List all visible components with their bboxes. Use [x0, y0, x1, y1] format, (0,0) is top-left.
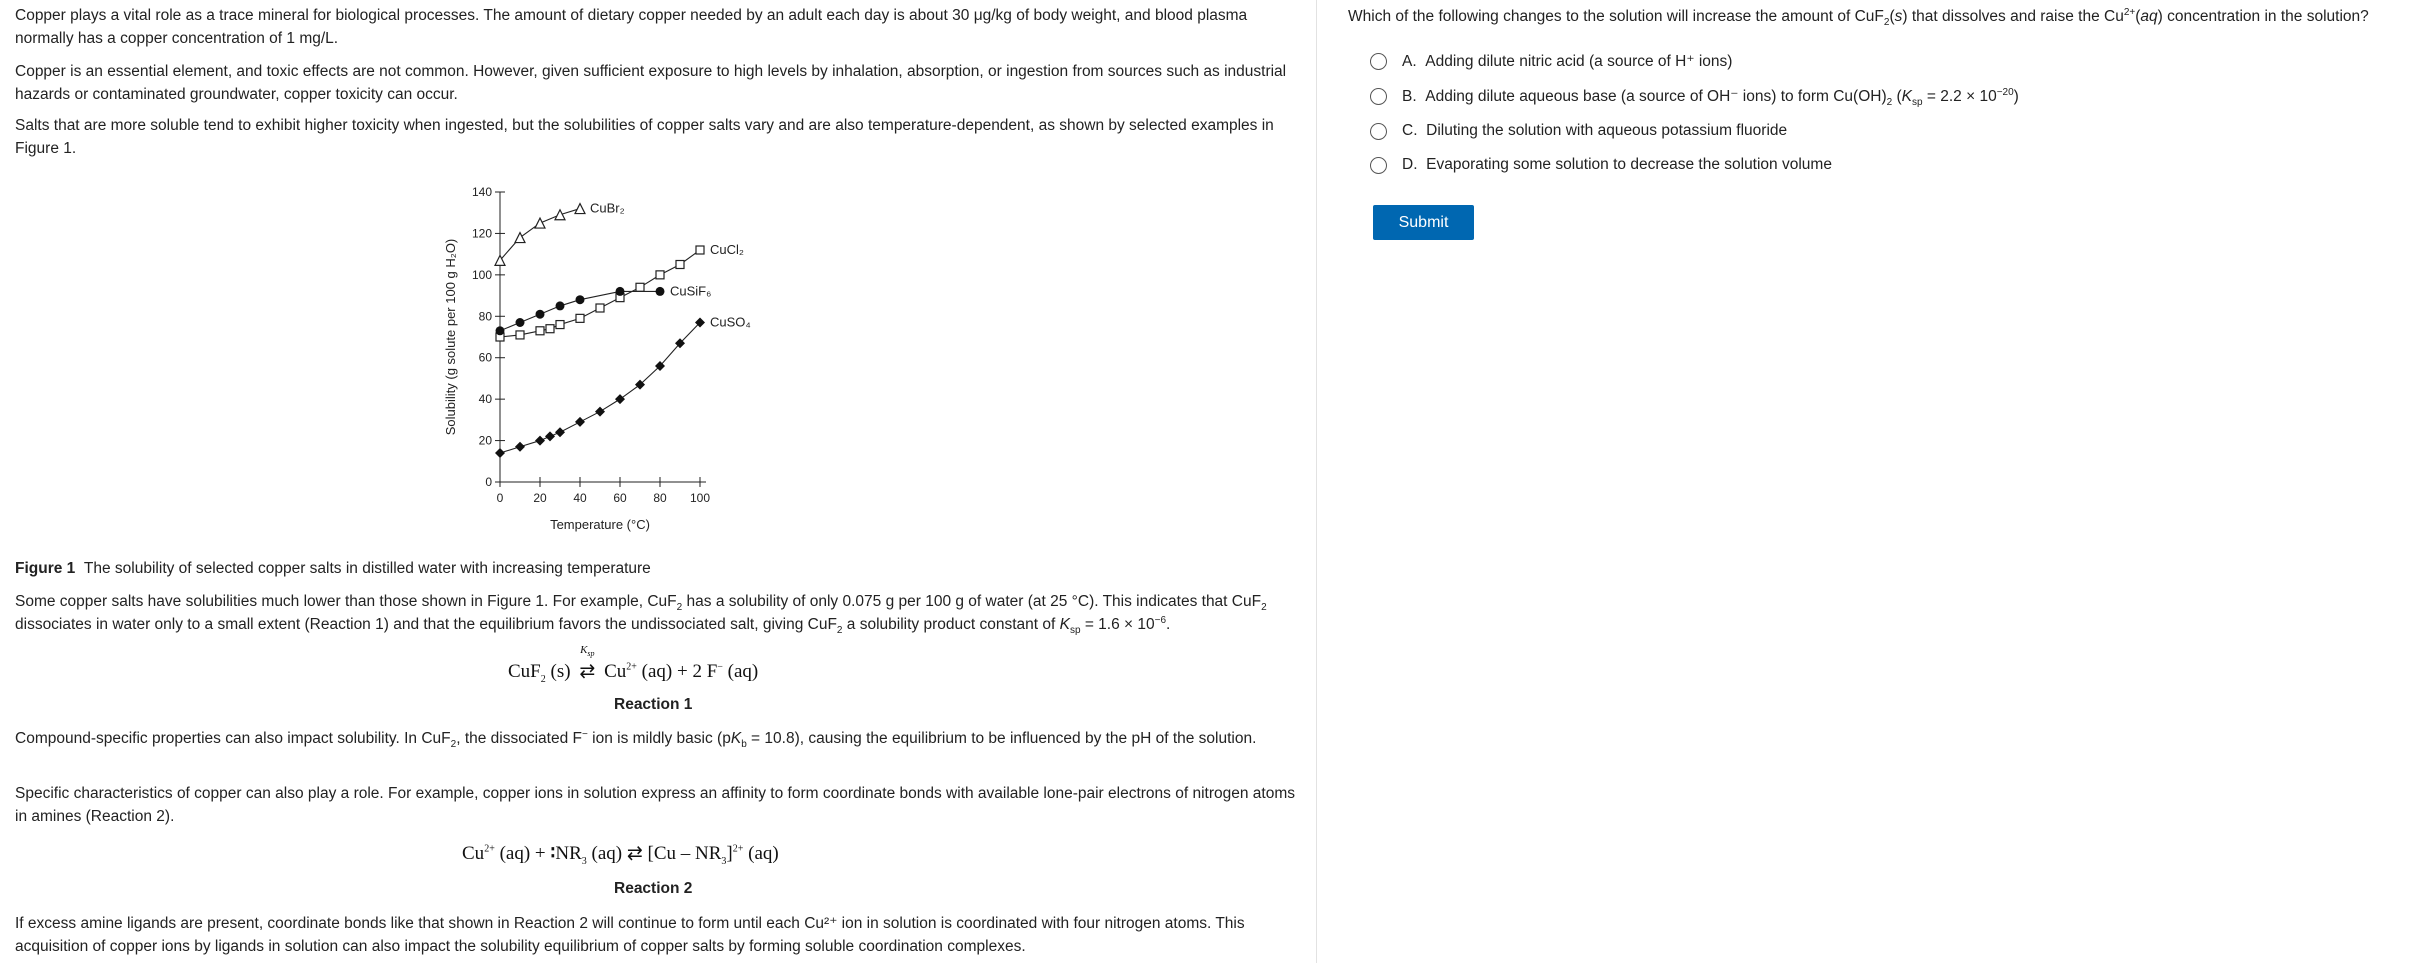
figure-caption	[15, 557, 651, 580]
series-line	[500, 323, 700, 454]
y-tick-label: 100	[471, 267, 492, 282]
data-point-circle	[496, 326, 505, 335]
question-stem: Which of the following changes to the solution will increase the amount of CuF$_2$(s) that dissolves and raise the $Cu^{2+}(aq)$ concentration in the solution?	[1348, 6, 2369, 29]
data-point-square	[516, 331, 524, 339]
x-tick-label: 100	[689, 491, 711, 505]
radio-button-d[interactable]	[1370, 157, 1387, 174]
data-point-diamond	[515, 442, 525, 452]
data-point-circle	[556, 301, 565, 310]
figure-caption-text: The solubility of selected copper salts in distilled water with increasing temperature	[83, 560, 651, 577]
data-point-diamond	[575, 417, 585, 427]
data-point-square	[696, 246, 704, 254]
series-label: CuBr₂	[590, 200, 625, 216]
data-point-diamond	[615, 394, 625, 404]
y-tick-label: 120	[471, 226, 492, 241]
x-tick-label: 0	[496, 491, 504, 505]
data-point-circle	[656, 287, 665, 296]
passage-paragraph-7: If excess amine ligands are present, coordinate bonds like that shown in Reaction 2 will continue to form until each Cu²⁺ ion in solution is coordinated with four nitrogen atoms. This acquisition of copper ions by ligands in solution can also impact the solubility equilibrium of copper salts by forming soluble coordination complexes.	[15, 915, 1245, 955]
equilibrium-arrow-icon: $K_{sp}$ ⇄	[579, 644, 596, 682]
y-tick-label: 60	[478, 350, 492, 365]
series-label: CuSO₄	[710, 314, 751, 330]
data-point-diamond	[555, 427, 565, 437]
data-point-square	[596, 304, 604, 312]
data-point-diamond	[535, 436, 545, 446]
figure-1-chart	[420, 180, 900, 550]
series-label: CuSiF₆	[670, 283, 712, 299]
y-axis-label: Solubility (g solute per 100 g H₂O)	[443, 238, 458, 436]
data-point-square	[556, 321, 564, 329]
passage-paragraph-4: Some copper salts have solubilities much lower than those shown in Figure 1. For example, CuF$_2$ has a solubility of only 0.075 g per 100 g of water (at 25 °C). This indicates that CuF$_2$ dissociates in water only to a small extent (Reaction 1) and that the equilibrium favors the undissociated salt, giving CuF$_2$ a solubility product constant of $K_{sp} = 1.6 \times 10^{-6}$.	[15, 593, 1267, 637]
reaction-1-label: Reaction 1	[614, 696, 693, 713]
data-point-diamond	[495, 448, 505, 458]
radio-button-b[interactable]	[1370, 88, 1387, 105]
data-point-circle	[516, 318, 525, 327]
passage-paragraph-1: Copper plays a vital role as a trace mineral for biological processes. The amount of dietary copper needed by an adult each day is about 30 μg/kg of body weight, and blood plasma normally has a copper concentration of 1 mg/L.	[15, 7, 1248, 47]
data-point-triangle	[535, 218, 545, 228]
x-tick-label: 60	[613, 491, 627, 505]
data-point-diamond	[595, 407, 605, 417]
passage-paragraph-6: Specific characteristics of copper can also play a role. For example, copper ions in solution express an affinity to form coordinate bonds with available lone-pair electrons of nitrogen atoms in amines (Reaction 2).	[15, 785, 1295, 825]
radio-button-c[interactable]	[1370, 123, 1387, 140]
reaction-2-label: Reaction 2	[614, 880, 693, 897]
y-tick-label: 40	[478, 392, 492, 407]
x-tick-label: 40	[573, 491, 587, 505]
passage-paragraph-2: Copper is an essential element, and toxic effects are not common. However, given sufficient exposure to high levels by inhalation, absorption, or ingestion from sources such as industrial hazards or contaminated groundwater, copper toxicity can occur.	[15, 63, 1287, 103]
x-axis-label: Temperature (°C)	[550, 517, 650, 532]
passage-paragraph-5: Compound-specific properties can also impact solubility. In CuF$_2$, the dissociated F− ion is mildly basic $(pK_b = 10.8)$, causing the equilibrium to be influenced by the pH of the solution.	[15, 728, 1257, 751]
data-point-circle	[536, 310, 545, 319]
choice-c[interactable]: C. Diluting the solution with aqueous potassium fluoride	[1370, 122, 1787, 140]
choice-b-text: Adding dilute aqueous base (a source of OH⁻ ions) to form $Cu(OH)_2$ $(K_{sp} = 2.2 \times 10^{-20})$	[1425, 86, 2019, 109]
data-point-circle	[616, 287, 625, 296]
data-point-square	[536, 327, 544, 335]
data-point-triangle	[515, 233, 525, 243]
choice-a-text: Adding dilute nitric acid (a source of H⁺ ions)	[1425, 53, 1733, 70]
choice-c-text: Diluting the solution with aqueous potassium fluoride	[1426, 122, 1788, 139]
data-point-square	[676, 261, 684, 269]
y-tick-label: 0	[485, 475, 492, 489]
y-tick-label: 140	[471, 185, 492, 199]
submit-button[interactable]: Submit	[1373, 205, 1474, 240]
question-panel	[1348, 5, 2418, 231]
solubility-chart-svg	[420, 180, 900, 550]
y-tick-label: 80	[478, 309, 492, 324]
passage-paragraph-3: Salts that are more soluble tend to exhibit higher toxicity when ingested, but the solubilities of copper salts vary and are also temperature-dependent, as shown by selected examples in Figure 1.	[15, 117, 1274, 157]
reaction-1-equation: CuF$_2$ (s) $K_{sp}$ ⇄ $Cu^{2+}$ (aq) + 2 F− (aq)	[508, 644, 759, 685]
y-tick-label: 20	[478, 433, 492, 448]
choice-b[interactable]: B. Adding dilute aqueous base (a source of OH⁻ ions) to form $Cu(OH)_2$ $(K_{sp} = 2.2 \times 10^{-20})$	[1370, 87, 2019, 106]
choice-a[interactable]: A. Adding dilute nitric acid (a source of H⁺ ions)	[1370, 52, 1732, 71]
data-point-circle	[576, 295, 585, 304]
data-point-square	[546, 325, 554, 333]
data-point-triangle	[555, 210, 565, 220]
data-point-square	[636, 283, 644, 291]
choice-d-text: Evaporating some solution to decrease the solution volume	[1426, 156, 1832, 173]
series-line	[500, 209, 580, 261]
series-label: CuCl₂	[710, 242, 744, 257]
figure-caption-label: Figure 1	[15, 560, 76, 577]
x-tick-label: 80	[653, 491, 667, 505]
data-point-square	[656, 271, 664, 279]
data-point-diamond	[545, 431, 555, 441]
data-point-square	[576, 314, 584, 322]
data-point-triangle	[575, 204, 585, 214]
radio-button-a[interactable]	[1370, 53, 1387, 70]
choice-d[interactable]: D. Evaporating some solution to decrease the solution volume	[1370, 156, 1832, 174]
reaction-2-equation: $Cu^{2+}$ $(aq) + ∶NR_3$ (aq) ⇄ $[Cu - NR_3]^{2+}$ (aq)	[462, 843, 779, 867]
x-tick-label: 20	[533, 491, 547, 505]
